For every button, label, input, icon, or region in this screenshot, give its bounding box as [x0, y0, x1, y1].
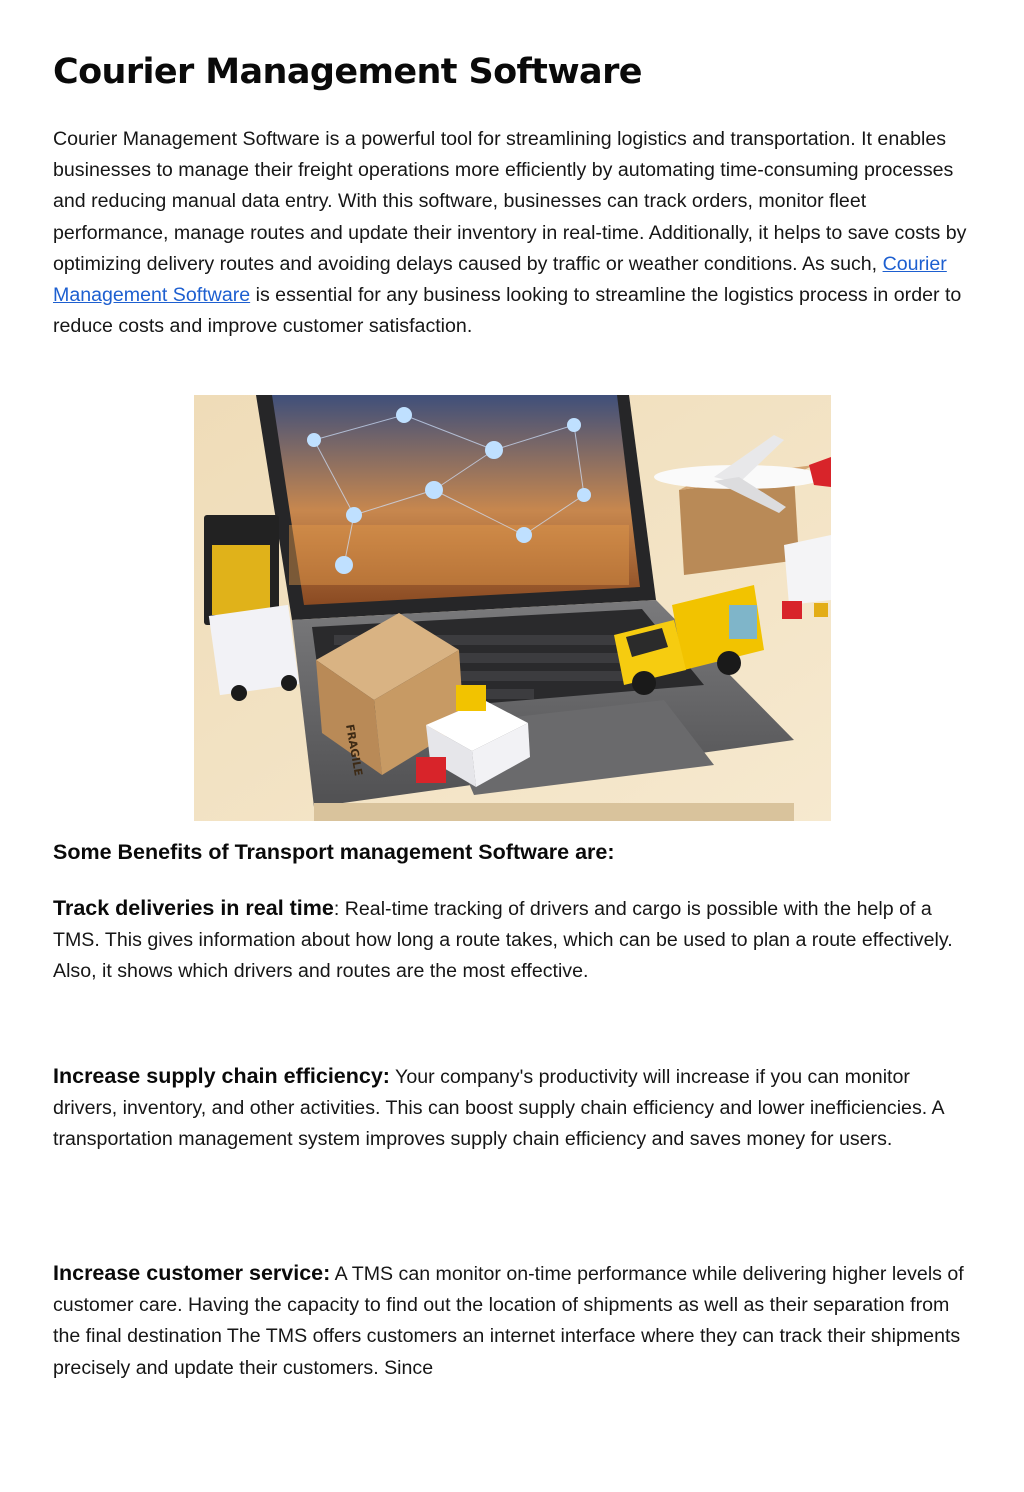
courier-software-link[interactable]: Courier Management Software	[53, 252, 947, 307]
intro-paragraph	[53, 124, 975, 342]
benefit-text: : Real-time tracking of drivers and cargo is possible with the help of a TMS. This gives information about how long a route takes, which can be used to plan a route effectively. Also, it shows which drivers and routes are the most effective.	[53, 898, 953, 983]
box-fragile-label: FRAGILE	[343, 723, 365, 777]
benefit-title: Track deliveries in real time	[53, 896, 334, 920]
benefit-customer-service	[53, 1258, 973, 1384]
benefit-track-deliveries	[53, 893, 973, 988]
benefit-text: A TMS can monitor on-time performance while delivering higher levels of customer care. Having the capacity to find out the location of shipments as well as their separation from the final destination The TMS offers customers an internet interface where they can track their shipments precisely and update their customers. Since	[53, 1263, 964, 1379]
page-title: Courier Management Software	[53, 52, 642, 92]
benefit-text: Your company's productivity will increase if you can monitor drivers, inventory, and other activities. This can boost supply chain efficiency and lower inefficiencies. A transportation management system improves supply chain efficiency and saves money for users.	[53, 1066, 944, 1151]
benefits-subheading: Some Benefits of Transport management Software are:	[53, 840, 615, 864]
intro-text-before-link: Courier Management Software is a powerful tool for streamlining logistics and transportation. It enables businesses to manage their freight operations more efficiently by automating time-consuming processes and reducing manual data entry. With this software, businesses can track orders, monitor fleet performance, manage routes and update their inventory in real-time. Additionally, it helps to save costs by optimizing delivery routes and avoiding delays caused by traffic or weather conditions. As such,	[53, 128, 967, 275]
benefit-title: Increase supply chain efficiency:	[53, 1064, 390, 1088]
benefit-title: Increase customer service:	[53, 1261, 331, 1285]
logistics-photo	[194, 395, 831, 821]
intro-text-after-link: is essential for any business looking to streamline the logistics process in order to reduce costs and improve customer satisfaction.	[53, 284, 962, 338]
benefit-supply-chain	[53, 1061, 973, 1156]
